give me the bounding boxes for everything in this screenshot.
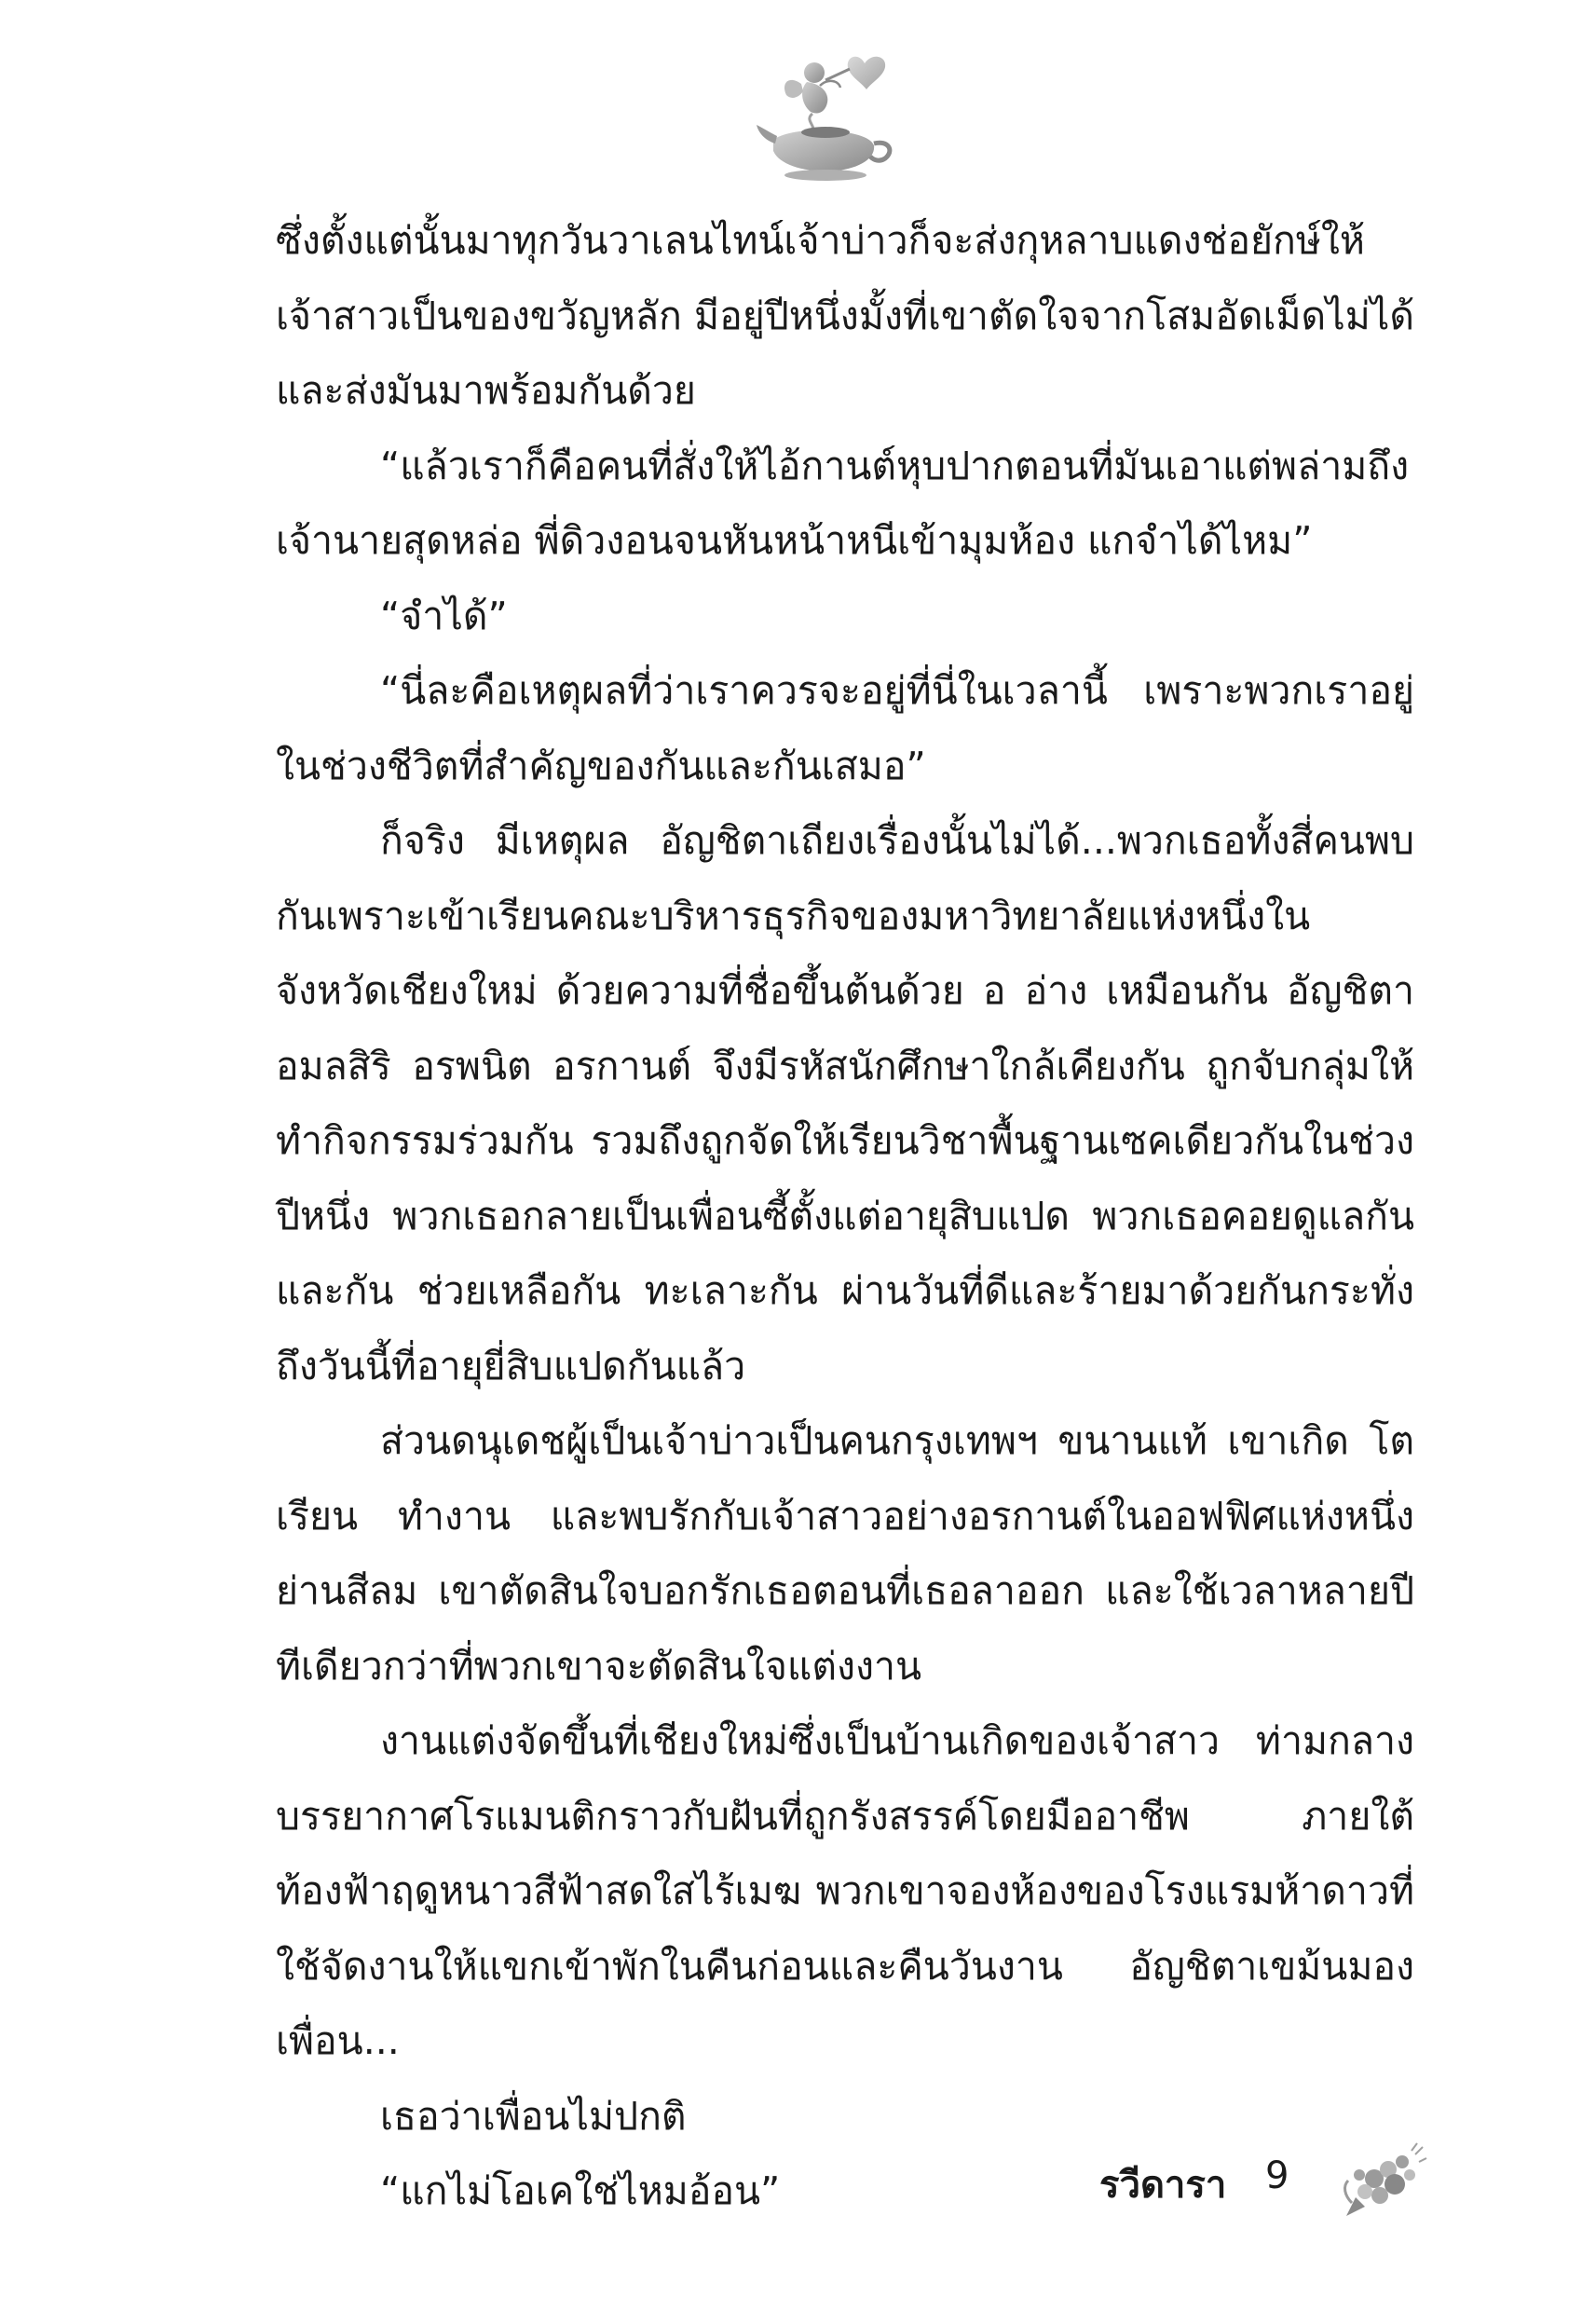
page-footer	[1099, 2141, 1435, 2225]
paragraph: “นี่ละคือเหตุผลที่ว่าเราควรจะอยู่ที่นี่ในเวลานี้ เพราะพวกเราอยู่ในช่วงชีวิตที่สำคัญของกันและกันเสมอ”	[276, 668, 1414, 788]
paragraph: ซึ่งตั้งแต่นั้นมาทุกวันวาเลนไทน์เจ้าบ่าวก็จะส่งกุหลาบแดงช่อยักษ์ให้เจ้าสาวเป็นของขวัญหลัก มีอยู่ปีหนึ่งมั้งที่เขาตัดใจจากโสมอัดเม็ดไม่ได้และส่งมันมาพร้อมกันด้วย	[276, 218, 1414, 413]
paragraph: ก็จริง มีเหตุผล อัญชิตาเถียงเรื่องนั้นไม่ได้...พวกเธอทั้งสี่คนพบกันเพราะเข้าเรียนคณะบริหารธุรกิจของมหาวิทยาลัยแห่งหนึ่งในจังหวัดเชียงใหม่ ด้วยความที่ชื่อขึ้นต้นด้วย อ อ่าง เหมือนกัน อัญชิตา อมลสิริ อรพนิต อรกานต์ จึงมีรหัสนักศึกษาใกล้เคียงกัน ถูกจับกลุ่มให้ทำกิจกรรมร่วมกัน รวมถึงถูกจัดให้เรียนวิชาพื้นฐานเซคเดียวกันในช่วงปีหนึ่ง พวกเธอกลายเป็นเพื่อนซี้ตั้งแต่อายุสิบแปด พวกเธอคอยดูแลกันและกัน ช่วยเหลือกัน ทะเลาะกัน ผ่านวันที่ดีและร้ายมาด้วยกันกระทั่งถึงวันนี้ที่อายุยี่สิบแปดกันแล้ว	[276, 818, 1414, 1388]
paragraph: “แกไม่โอเคใช่ไหมอ้อน”	[380, 2168, 781, 2213]
paragraph: เธอว่าเพื่อนไม่ปกติ	[380, 2093, 687, 2139]
paragraph: “แล้วเราก็คือคนที่สั่งให้ไอ้กานต์หุบปากตอนที่มันเอาแต่พล่ามถึงเจ้านายสุดหล่อ พี่ดิวงอนจนหันหน้าหนีเข้ามุมห้อง แกจำได้ไหม”	[276, 443, 1410, 563]
cupid-teapot-icon	[755, 47, 904, 186]
paragraph: “จำได้”	[380, 593, 508, 638]
body-text	[276, 203, 1414, 2229]
paragraph: ส่วนดนุเดชผู้เป็นเจ้าบ่าวเป็นคนกรุงเทพฯ ขนานแท้ เขาเกิด โต เรียน ทำงาน และพบรักกับเจ้าสาวอย่างอรกานต์ในออฟฟิศแห่งหนึ่งย่านสีลม เขาตัดสินใจบอกรักเธอตอนที่เธอลาออก และใช้เวลาหลายปีทีเดียวกว่าที่พวกเขาจะตัดสินใจแต่งงาน	[276, 1418, 1414, 1689]
flower-bouquet-icon	[1337, 2141, 1430, 2225]
book-title: รวีดารา	[1099, 2164, 1227, 2207]
paragraph: งานแต่งจัดขึ้นที่เชียงใหม่ซึ่งเป็นบ้านเกิดของเจ้าสาว ท่ามกลางบรรยากาศโรแมนติกราวกับฝันที่ถูกรังสรรค์โดยมืออาชีพ ภายใต้ท้องฟ้าฤดูหนาวสีฟ้าสดใสไร้เมฆ พวกเขาจองห้องของโรงแรมห้าดาวที่ใช้จัดงานให้แขกเข้าพักในคืนก่อนและคืนวันงาน อัญชิตาเขม้นมองเพื่อน...	[276, 1718, 1414, 2063]
page-number: 9	[1265, 2154, 1289, 2197]
